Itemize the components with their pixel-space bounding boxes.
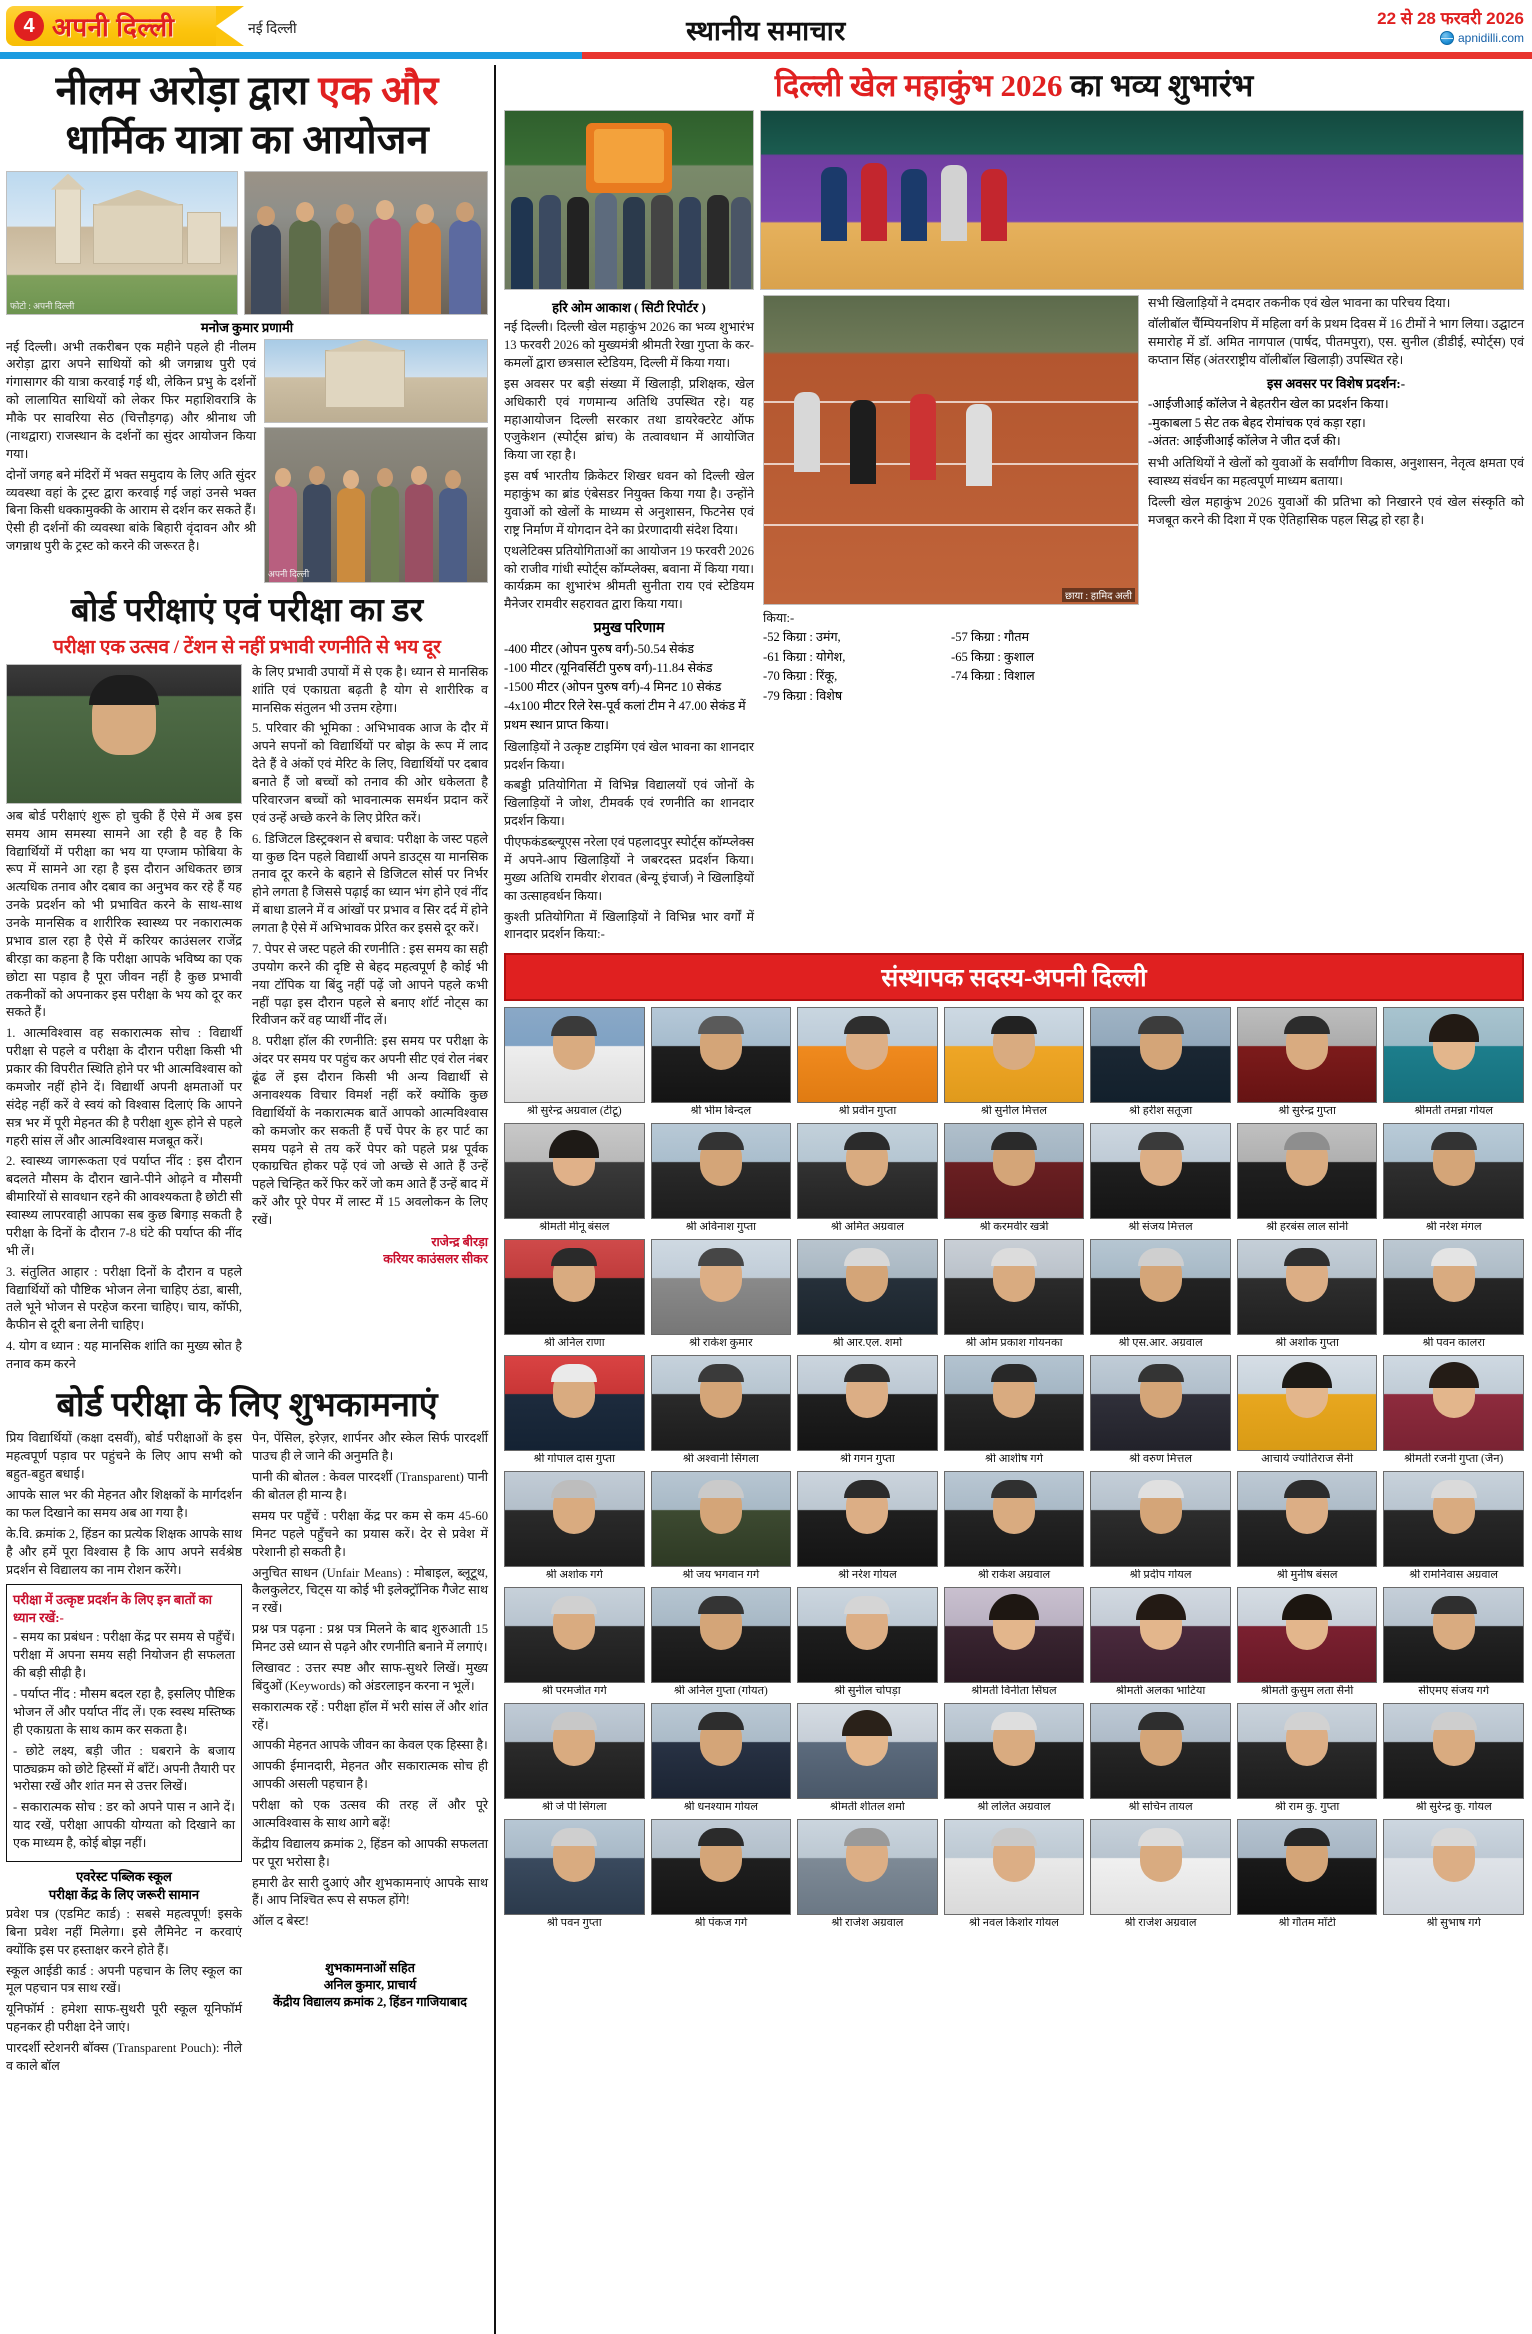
member-name: श्री संजय मित्तल <box>1128 1221 1193 1234</box>
exam-tips-box <box>6 1584 242 1862</box>
yatra-byline: मनोज कुमार प्रणामी <box>200 319 294 335</box>
member-photo <box>651 1355 792 1451</box>
member-name: श्री रामनिवास अग्रवाल <box>1409 1569 1499 1582</box>
result-2: -1500 मीटर (ओपन पुरुष वर्ग)-4 मिनट 10 सेकंड <box>504 679 722 694</box>
member-photo <box>651 1703 792 1799</box>
member-cell <box>1237 1819 1378 1930</box>
member-photo <box>1237 1007 1378 1103</box>
bx-c1-p4: 4. योग व ध्यान : यह मानसिक शांति का मुख्य स्रोत है तनाव कम करने <box>6 1339 242 1372</box>
member-name: श्री आशीष गर्ग <box>985 1453 1043 1466</box>
bw-c2-12: ऑल द बेस्ट! <box>252 1914 310 1929</box>
member-cell <box>797 1007 938 1118</box>
masthead-right <box>1377 6 1524 45</box>
bw-c2-8: आपकी ईमानदारी, मेहनत और सकारात्मक सोच ही आपकी असली पहचान है। <box>252 1759 488 1792</box>
everest-school-title: एवरेस्ट पब्लिक स्कूल <box>76 1868 172 1884</box>
sp-c3-0: सभी खिलाड़ियों ने दमदार तकनीक एवं खेल भावना का परिचय दिया। <box>1148 296 1451 311</box>
sports-photo-kabaddi <box>760 110 1524 290</box>
member-photo <box>1090 1007 1231 1103</box>
sports-photo-inauguration <box>504 110 754 290</box>
exam-center-items-title: परीक्षा केंद्र के लिए जरूरी सामान <box>48 1886 200 1902</box>
page-number-badge: 4 <box>14 11 44 41</box>
tip-0: - समय का प्रबंधन : परीक्षा केंद्र पर समय से पहुँचें। परीक्षा में अपना समय सही नियोजन ही सफलता की बड़ी सीढ़ी है। <box>13 1630 235 1681</box>
member-cell <box>1090 1471 1231 1582</box>
member-cell <box>797 1239 938 1350</box>
member-name: श्री अनिल राणा <box>543 1337 605 1350</box>
member-cell <box>797 1471 938 1582</box>
member-name: श्री जे पी सिंगला <box>541 1801 607 1814</box>
sp-c2-1: कबड्डी प्रतियोगिता में विभिन्न विद्यालयों एवं जोनों के खिलाड़ियों ने जोश, टीमवर्क एवं रणनीति का शानदार प्रदर्शन किया। <box>504 778 754 829</box>
yatra-photo2-caption: अपनी दिल्ली <box>268 568 310 579</box>
member-photo <box>797 1007 938 1103</box>
member-cell <box>651 1471 792 1582</box>
sp-c3-1: वॉलीबॉल चैंम्पियनशिप में महिला वर्ग के प्रथम दिवस में 16 टीमों ने भाग लिया। उद्घाटन समारोह में डॉ. अमित नागपाल (पार्षद, पीतमपुरा), एस. सुनील (डीडीई, स्पोर्ट्स) एवं कप्तान सिंह (अंतरराष्ट्रीय वॉलीबॉल खिलाड़ी) उपस्थित रहे। <box>1148 317 1524 367</box>
signoff-pre: शुभकामनाओं सहित <box>325 1961 415 1976</box>
wrestling-weights <box>763 628 1139 706</box>
member-name: श्री सुनील चोपड़ा <box>834 1685 901 1698</box>
sports-closing <box>1148 455 1524 530</box>
member-cell <box>651 1703 792 1814</box>
member-cell <box>504 1819 645 1930</box>
member-cell <box>1383 1471 1524 1582</box>
masthead <box>0 0 1532 52</box>
member-cell <box>1383 1239 1524 1350</box>
signoff-school: केंद्रीय विद्यालय क्रमांक 2, हिंडन गाजियाबाद <box>273 1995 467 2010</box>
member-name: श्री गोपाल दास गुप्ता <box>533 1453 615 1466</box>
member-photo <box>1090 1703 1231 1799</box>
member-cell <box>797 1123 938 1234</box>
counselor-portrait <box>6 664 242 804</box>
member-photo <box>1383 1123 1524 1219</box>
member-name: श्री प्रवीन गुप्ता <box>838 1105 897 1118</box>
member-photo <box>797 1239 938 1335</box>
bx-c2-p1: 5. परिवार की भूमिका : अभिभावक आज के दौर में अपने सपनों को विद्यार्थियों पर बोझ के रूप में लाद देते हैं वे अंकों एवं मेरिट के लिए, विद्यार्थियों पर दबाव बनाते हैं जो बच्चों को तनाव की ओर धकेलता है परिवारजन बच्चों को भावनात्मक समर्थन प्रदान करें एवं उन्हें अच्छे करने के लिए प्रेरित करें। <box>252 721 488 825</box>
special-2: -अंतत: आईजीआई कॉलेज ने जीत दर्ज की। <box>1148 434 1341 449</box>
board-exam-col1 <box>6 808 242 1374</box>
page-body <box>0 59 1532 2334</box>
bx-c1-p1: 1. आत्मविश्वास वह सकारात्मक सोच : विद्यार्थी परीक्षा से पहले व परीक्षा के दौरान परीक्षा किसी भी प्रकार की विपरीत स्थिति होने पर भी आत्मविश्वास को कमजोर नहीं होने दें। विद्यार्थी अपनी क्षमताओं पर संदेह नहीं करें वे स्वयं को विश्वास दिलाएं कि आपने सत्र भर में पूरी मेहनत की है परीक्षा शुरू होने से पहले गहरी सांस लें और आत्मविश्वास मजबूत करें। <box>6 1026 242 1148</box>
member-cell <box>504 1355 645 1466</box>
member-name: श्री गौतम मॉंटी <box>1278 1917 1336 1930</box>
member-photo <box>651 1471 792 1567</box>
bw-c2-6: सकारात्मक रहें : परीक्षा हॉल में भरी सांस लें और शांत रहें। <box>252 1699 488 1732</box>
edition-label: नई दिल्ली <box>248 22 297 37</box>
member-cell <box>504 1471 645 1582</box>
member-name: श्री ओम प्रकाश गोयनका <box>965 1337 1063 1350</box>
board-exam-credit-role: करियर काउंसलर सीकर <box>383 1251 488 1266</box>
bw-c2-9: परीक्षा को एक उत्सव की तरह लें और पूरे आत्मविश्वास के साथ आगे बढ़ें! <box>252 1798 488 1830</box>
member-photo <box>944 1123 1085 1219</box>
special-0: -आईजीआई कॉलेज ने बेहतरीन खेल का प्रदर्शन किया। <box>1148 396 1389 411</box>
sp-c2-3: कुश्ती प्रतियोगिता में खिलाड़ियों ने विभिन्न भार वर्गों में शानदार प्रदर्शन किया:- <box>504 909 754 942</box>
member-name: श्री भीम बिन्दल <box>690 1105 752 1118</box>
yatra-photo-temple <box>6 171 238 315</box>
member-photo <box>797 1471 938 1567</box>
member-photo <box>1090 1355 1231 1451</box>
result-3: -4x100 मीटर रिले रेस-पूर्व कलां टीम ने 47.00 सेकंड में प्रथम स्थान प्राप्त किया। <box>504 698 746 732</box>
sports-results-title: प्रमुख परिणाम <box>593 621 665 637</box>
special-1: -मुकाबला 5 सेट तक बेहद रोमांचक एवं कड़ा रहा। <box>1148 415 1366 430</box>
member-name: श्री राम कु. गुप्ता <box>1274 1801 1340 1814</box>
yatra-photo-group2 <box>264 427 488 583</box>
bx-c2-p0: के लिए प्रभावी उपायों में से एक है। ध्यान से मानसिक शांति एवं एकाग्रता बढ़ती है योग से शारीरिक व मानसिक संतुलन भी उत्तम रहेगा। <box>252 664 488 715</box>
member-cell <box>504 1007 645 1118</box>
member-name: श्रीमती मीनू बंसल <box>539 1221 610 1234</box>
sp-c1-0: नई दिल्ली। दिल्ली खेल महाकुंभ 2026 का भव्य शुभारंभ 13 फरवरी 2026 को मुख्यमंत्री श्रीमती रेखा गुप्ता के कर-कमलों द्वारा छत्रसाल स्टेडियम, दिल्ली में किया गया। <box>504 320 754 370</box>
member-photo <box>797 1123 938 1219</box>
member-name: श्री नवल किशोर गोयल <box>969 1917 1059 1930</box>
weight-3: -65 किग्रा : कुशाल <box>951 649 1035 664</box>
member-name: श्री राकेश अग्रवाल <box>977 1569 1051 1582</box>
member-name: श्री जय भगवान गर्ग <box>682 1569 760 1582</box>
member-name: श्री सुभाष गर्ग <box>1426 1917 1481 1930</box>
member-name: सीएमए संजय गर्ग <box>1418 1685 1490 1698</box>
bw-col2 <box>252 1430 488 1931</box>
member-photo <box>651 1239 792 1335</box>
member-photo <box>651 1819 792 1915</box>
center-item-0: प्रवेश पत्र (एडमिट कार्ड) : सबसे महत्वपूर्ण! इसके बिना प्रवेश नहीं मिलेगा। इसे लैमिनेट न करवाएं क्योंकि इस पर हस्ताक्षर करने होते हैं। <box>6 1906 242 1957</box>
member-name: श्री अनिल गुप्ता (गोयत) <box>673 1685 768 1698</box>
member-name: श्रीमती रजनी गुप्ता (जैन) <box>1404 1453 1504 1466</box>
yatra-photo-group1 <box>244 171 488 315</box>
member-photo <box>1090 1239 1231 1335</box>
board-exam-subhead: परीक्षा एक उत्सव / टेंशन से नहीं प्रभावी रणनीति से भय दूर <box>53 636 441 658</box>
bx-c1-p2: 2. स्वास्थ्य जागरूकता एवं पर्याप्त नींद : इस दौरान बदलते मौसम के दौरान खाने-पीने ओढ़ने व मौसमी बीमारियों से सावधान रहने की आवश्यकता है छोटी सी स्वास्थ्य लापरवाही आपका सब कुछ बिगाड़ सकती है परीक्षा के दिनों के दौरान 7-8 घंटे की पर्याप्त की नींद भी लें। <box>6 1154 242 1258</box>
member-cell <box>1090 1587 1231 1698</box>
sports-col2-more <box>504 739 754 945</box>
member-cell <box>1090 1239 1231 1350</box>
sports-special-title: इस अवसर पर विशेष प्रदर्शन:- <box>1266 375 1406 391</box>
best-wishes-body <box>6 1430 488 2078</box>
yatra-headline-part1: नीलम अरोड़ा द्वारा <box>55 68 319 113</box>
member-name: श्रीमती कुसुम लता सैनी <box>1260 1685 1354 1698</box>
member-name: श्री एस.आर. अग्रवाल <box>1118 1337 1203 1350</box>
sports-headline-black: का भव्य शुभारंभ <box>1062 68 1254 103</box>
sports-byline: हरि ओम आकाश ( सिटी रिपोर्टर ) <box>552 300 706 316</box>
member-name: श्रीमती अलका भाटिया <box>1115 1685 1206 1698</box>
member-cell <box>1237 1239 1378 1350</box>
member-cell <box>1383 1587 1524 1698</box>
exam-center-items <box>6 1906 242 2076</box>
left-column <box>0 59 494 2334</box>
sports-headline-red: दिल्ली खेल महाकुंभ 2026 <box>774 68 1063 103</box>
member-photo <box>1383 1587 1524 1683</box>
yatra-para-1: दोनों जगह बने मंदिरों में भक्त समुदाय के लिए अति सुंदर व्यवस्था वहां के ट्रस्ट द्वारा करवाई गई जहां उनसे भक्त बिना किसी धक्कामुक्की के आराम से दर्शन कर सकते हैं। ऐसी ही दर्शनों की व्यवस्था बांके बिहारी वृंदावन और श्री जगन्नाथ पुरी के ट्रस्ट को करने की जरूरत है। <box>6 467 256 554</box>
bx-c1-p0: अब बोर्ड परीक्षाएं शुरू हो चुकी हैं ऐसे में अब इस समय आम समस्या सामने आ रही है वह है कि विद्यार्थियों में परीक्षा का भय या एग्जाम फोबिया के रूप में सामने आ रहा है इस दौरान अधिकतर छात्र अत्यधिक तनाव और दबाव का अनुभव कर रहे हैं यह उनके प्रदर्शन को भी प्रभावित करने के साथ-साथ उनके मानसिक व शारीरिक स्वास्थ्य पर नकारात्मक प्रभाव डाल रहा है ऐसे में करियर काउंसलर राजेंद्र बीरड़ा का कहना है कि परीक्षा आपके भविष्य का एक छोटा सा पड़ाव है पूरा जीवन नहीं है कुछ प्रभावी तकनीकों को अपनाकर इस परीक्षा के भय को दूर कर सकते हैं। <box>6 808 242 1020</box>
member-photo <box>1237 1239 1378 1335</box>
bw-c2-7: आपकी मेहनत आपके जीवन का केवल एक हिस्सा है। <box>252 1738 488 1753</box>
center-item-2: यूनिफॉर्म : हमेशा साफ-सुथरी पूरी स्कूल यूनिफॉर्म पहनकर ही परीक्षा देने जाएं। <box>6 2002 242 2035</box>
sp-c2-2: पीएफकंडब्ल्यूएस नरेला एवं पहलादपुर स्पोर्ट्स कॉम्प्लेक्स में अपने-आप खिलाड़ियों ने जबरदस्त प्रदर्शन किया। मुख्य अतिथि रामवीर शेरावत (बेन्यू इंचार्ज) ने खिलाड़ियों का उत्साहवर्धन किया। <box>504 835 754 903</box>
sp-c1-3: एथलेटिक्स प्रतियोगिताओं का आयोजन 19 फरवरी 2026 को राजीव गांधी स्पोर्ट्स कॉम्प्लेक्स, बवाना में किया गया। कार्यक्रम का शुभारंभ श्रीमती सुनीता राय एवं स्टेडियम मैनेजर रामवीर सहरावत द्वारा किया गया। <box>504 543 754 612</box>
member-name: श्री वरुण मित्तल <box>1129 1453 1193 1466</box>
board-exam-col2 <box>252 664 488 1230</box>
weight-6: -79 किग्रा : विशेष <box>763 688 843 703</box>
sports-special-list <box>1148 395 1524 452</box>
result-1: -100 मीटर (यूनिवर्सिटी पुरुष वर्ग)-11.84 सेकंड <box>504 661 713 676</box>
member-name: श्री आर.एल. शर्मा <box>832 1337 903 1350</box>
member-name: श्री परमजीत गर्ग <box>541 1685 607 1698</box>
weight-1: -57 किग्रा : गौतम <box>951 630 1030 645</box>
sp-c1-1: इस अवसर पर बड़ी संख्या में खिलाड़ी, प्रशिक्षक, खेल अधिकारी एवं गणमान्य अतिथि उपस्थित रहे। यह महाआयोजन दिल्ली सरकार तथा डायरेक्टरेट ऑफ एजुकेशन (स्पोर्ट्स ब्रांच) के तत्वावधान में आयोजित किया जा रहा है। <box>504 376 754 463</box>
member-cell <box>651 1123 792 1234</box>
sports-headline <box>504 67 1524 104</box>
member-cell <box>504 1123 645 1234</box>
member-name: श्री अशोक गर्ग <box>545 1569 603 1582</box>
right-column <box>496 59 1532 2334</box>
member-photo <box>504 1123 645 1219</box>
member-photo <box>504 1471 645 1567</box>
member-photo <box>504 1819 645 1915</box>
member-name: श्री सचिन तायल <box>1128 1801 1193 1814</box>
weight-5: -74 किग्रा : विशाल <box>951 669 1035 684</box>
member-name: श्री धनश्याम गोयल <box>683 1801 759 1814</box>
center-item-3: पारदर्शी स्टेशनरी बॉक्स (Transparent Pouch): नीले व काले बॉल <box>6 2041 242 2073</box>
member-photo <box>1383 1239 1524 1335</box>
member-cell <box>944 1123 1085 1234</box>
member-name: श्री नरेश गोयल <box>838 1569 897 1582</box>
sp-close-1: दिल्ली खेल महाकुंभ 2026 युवाओं की प्रतिभा को निखारने एवं खेल संस्कृति को मजबूत करने की दिशा में एक ऐतिहासिक पहल सिद्ध हो रहा है। <box>1148 495 1524 527</box>
sports-kiya-lead: किया:- <box>763 611 795 626</box>
yatra-headline-part3: धार्मिक यात्रा का आयोजन <box>65 116 429 162</box>
member-name: श्री अश्वानी सिंगला <box>682 1453 759 1466</box>
yatra-para-0: नई दिल्ली। अभी तकरीबन एक महीने पहले ही नीलम अरोड़ा द्वारा अपने साथियों को श्री जगन्नाथ पुरी एवं गंगासागर की यात्रा करवाई गई थी, लेकिन प्रभु के दर्शनों को लालायित साथियों को लेकर फिर महाशिवरात्रि के मौके पर सावरिया सेठ (चित्तौड़गढ़) और श्रीनाथ जी (नाथद्वारा) राजस्थान के दर्शनों का सुंदर आयोजन किया गया। <box>6 339 256 461</box>
member-photo <box>504 1007 645 1103</box>
member-name: श्री पंकज गर्ग <box>694 1917 748 1930</box>
member-cell <box>944 1355 1085 1466</box>
member-cell <box>944 1703 1085 1814</box>
member-cell <box>944 1471 1085 1582</box>
member-photo <box>1237 1587 1378 1683</box>
member-photo <box>1090 1587 1231 1683</box>
member-cell <box>1237 1587 1378 1698</box>
member-photo <box>1237 1703 1378 1799</box>
member-name: श्री मुनीष बंसल <box>1276 1569 1338 1582</box>
member-name: श्री राकेश कुमार <box>689 1337 753 1350</box>
member-cell <box>1237 1471 1378 1582</box>
member-cell <box>944 1587 1085 1698</box>
member-photo <box>1383 1819 1524 1915</box>
bx-c2-p2: 6. डिजिटल डिस्ट्रक्शन से बचाव: परीक्षा के जस्ट पहले या कुछ दिन पहले विद्यार्थी अपने डाउट्स या मानसिक तनाव दूर करने के बहाने से डिजिटल सोर्स पर निर्भर होने लगता है जिससे पढ़ाई का ध्यान भंग होने एवं नींद में बाधा डालने में व आंखों पर प्रभाव व सिर दर्द में होने लगता है ऐसे में अभिभावक प्रेरित कर इससे दूर करें। <box>252 831 488 936</box>
member-name: श्री सुनील मित्तल <box>980 1105 1048 1118</box>
result-0: -400 मीटर (ओपन पुरुष वर्ग)-50.54 सेकंड <box>504 642 695 657</box>
board-exam-body <box>6 664 488 1377</box>
member-cell <box>651 1355 792 1466</box>
member-cell <box>944 1007 1085 1118</box>
member-photo <box>1237 1123 1378 1219</box>
rule-red <box>582 52 1532 59</box>
bx-c2-p3: 7. पेपर से जस्ट पहले की रणनीति : इस समय का सही उपयोग करने की दृष्टि से बेहद महत्वपूर्ण है कोई भी नया टॉपिक या बिंदु नहीं पढ़ें जो आपने पहले कभी नहीं पढ़ा इस दौरान पहले से बनाए शॉर्ट नोट्स का रिवीजन करें वह प्यार्थी नींद लें। <box>252 941 488 1028</box>
bw-col1-intro <box>6 1430 242 1579</box>
bw-c2-11: हमारी ढेर सारी दुआएं और शुभकामनाएं आपके साथ हैं। आप निश्चित रूप से सफल होंगे! <box>252 1875 488 1908</box>
member-cell <box>651 1239 792 1350</box>
member-name: श्री गगन गुप्ता <box>840 1453 895 1466</box>
member-name: श्री सुरेन्द्र कु. गोयल <box>1415 1801 1492 1814</box>
member-name: श्री सुरेन्द्र गुप्ता <box>1278 1105 1336 1118</box>
member-photo <box>1090 1123 1231 1219</box>
member-cell <box>1383 1819 1524 1930</box>
member-cell <box>1237 1355 1378 1466</box>
member-photo <box>797 1355 938 1451</box>
member-cell <box>1383 1355 1524 1466</box>
board-exam-credit-name: राजेन्द्र बीरड़ा <box>431 1234 488 1249</box>
member-photo <box>504 1239 645 1335</box>
member-cell <box>651 1819 792 1930</box>
member-cell <box>1383 1123 1524 1234</box>
member-name: श्री प्रदीप गोयल <box>1129 1569 1192 1582</box>
member-photo <box>504 1587 645 1683</box>
member-cell <box>1090 1355 1231 1466</box>
weight-2: -61 किग्रा : योगेश, <box>763 649 846 664</box>
member-photo <box>1383 1007 1524 1103</box>
member-cell <box>1383 1007 1524 1118</box>
member-photo <box>1383 1471 1524 1567</box>
member-name: श्री करमवीर खत्री <box>979 1221 1049 1234</box>
member-photo <box>944 1471 1085 1567</box>
member-name: श्री हरबंस लाल सोनी <box>1266 1221 1349 1234</box>
member-name: श्री ललित अग्रवाल <box>977 1801 1051 1814</box>
bw-c2-1: पानी की बोतल : केवल पारदर्शी (Transparent) पानी की बोतल ही मान्य है। <box>252 1470 488 1503</box>
rule-blue <box>0 52 582 59</box>
member-name: श्री पवन गुप्ता <box>546 1917 602 1930</box>
bw-c2-5: लिखावट : उत्तर स्पष्ट और साफ-सुथरे लिखें। मुख्य बिंदुओं (Keywords) को अंडरलाइन करना न भूलें। <box>252 1660 488 1693</box>
member-cell <box>797 1703 938 1814</box>
member-cell <box>1090 1123 1231 1234</box>
sports-photo-athletics <box>763 295 1139 605</box>
member-photo <box>1237 1355 1378 1451</box>
member-name: श्रीमती शीतल शर्मा <box>830 1801 905 1814</box>
member-photo <box>797 1819 938 1915</box>
bw-c1-i0: प्रिय विद्यार्थियों (कक्षा दसवीं), बोर्ड परीक्षाओं के इस महत्वपूर्ण पड़ाव पर पहुंचने के लिए आप सभी को बहुत-बहुत बधाई। <box>6 1431 242 1482</box>
member-cell <box>504 1703 645 1814</box>
bx-c1-p3: 3. संतुलित आहार : परीक्षा दिनों के दौरान व पहले विद्यार्थियों को पौष्टिक भोजन लेना चाहिए ठंडा, बासी, तले भूने भोजन से परहेज करना चाहिए। चाय, कॉफी, कैफीन से दूरी बना लेनी चाहिए। <box>6 1264 242 1333</box>
member-name: श्री अविनाश गुप्ता <box>685 1221 757 1234</box>
member-cell <box>944 1239 1085 1350</box>
yatra-headline <box>6 67 488 165</box>
sports-col3 <box>1148 295 1524 370</box>
sp-close-0: सभी अतिथियों ने खेलों को युवाओं के सर्वांगीण विकास, अनुशासन, नेतृत्व क्षमता एवं स्वास्थ्य संवर्धन का महत्वपूर्ण माध्यम बताया। <box>1148 456 1524 489</box>
exam-tips-title: परीक्षा में उत्कृष्ट प्रदर्शन के लिए इन बातों का ध्यान रखें:- <box>13 1592 212 1626</box>
brand-flag <box>6 6 216 46</box>
tip-2: - छोटे लक्ष्य, बड़ी जीत : घबराने के बजाय पाठ्यक्रम को छोटे हिस्सों में बाँटें। अपनी तैयारी पर भरोसा रखें और शांत मन से उत्तर लिखें। <box>13 1743 235 1794</box>
member-cell <box>651 1587 792 1698</box>
member-name: श्री नरेश मंगल <box>1425 1221 1482 1234</box>
brand-title: अपनी दिल्ली <box>52 13 175 42</box>
bw-c2-2: समय पर पहुँचें : परीक्षा केंद्र पर कम से कम 45-60 मिनट पहले पहुँचने का प्रयास करें। देर से प्रवेश में परेशानी हो सकती है। <box>252 1508 488 1559</box>
founder-members-grid <box>504 1007 1524 1930</box>
member-cell <box>504 1239 645 1350</box>
sports-col1 <box>504 319 754 614</box>
member-name: श्रीमती तमन्ना गोयल <box>1414 1105 1494 1118</box>
bw-c1-i2: के.वि. क्रमांक 2, हिंडन का प्रत्येक शिक्षक आपके साथ है और हमें पूरा विश्वास है कि आप अपने सर्वश्रेष्ठ प्रदर्शन से विद्यालय का नाम रोशन करेंगे। <box>6 1526 242 1577</box>
member-cell <box>944 1819 1085 1930</box>
member-photo <box>944 1239 1085 1335</box>
tip-3: - सकारात्मक सोच : डर को अपने पास न आने दें। याद रखें, परीक्षा आपकी योग्यता को दिखाने का एक माध्यम है, कोई बोझ नहीं। <box>13 1800 235 1851</box>
yatra-photo-temple2 <box>264 339 488 423</box>
member-cell <box>1090 1007 1231 1118</box>
weight-0: -52 किग्रा : उमंग, <box>763 630 841 645</box>
member-photo <box>1237 1471 1378 1567</box>
tip-1: - पर्याप्त नींद : मौसम बदल रहा है, इसलिए पौष्टिक भोजन लें और पर्याप्त नींद लें। एक स्वस्थ मस्तिष्क ही एकाग्रता के साथ काम कर सकता है। <box>13 1687 235 1737</box>
member-photo <box>651 1007 792 1103</box>
bw-c2-4: प्रश्न पत्र पढ़ना : प्रश्न पत्र मिलने के बाद शुरुआती 15 मिनट उसे ध्यान से पढ़ने और रणनीति बनाने में लगाएं। <box>252 1622 488 1655</box>
member-cell <box>651 1007 792 1118</box>
center-item-1: स्कूल आईडी कार्ड : अपनी पहचान के लिए स्कूल का मूल पहचान पत्र साथ रखें। <box>6 1963 242 1996</box>
member-name: श्री पवन कालरा <box>1422 1337 1485 1350</box>
website-url[interactable]: apnidilli.com <box>1457 31 1524 45</box>
member-photo <box>944 1587 1085 1683</box>
founder-members-banner: संस्थापक सदस्य-अपनी दिल्ली <box>504 953 1524 1001</box>
member-photo <box>944 1703 1085 1799</box>
yatra-headline-part2: एक और <box>318 68 439 113</box>
bx-c2-p4: 8. परीक्षा हॉल की रणनीति: इस समय पर परीक्षा के अंदर पर समय पर पहुंच कर अपनी सीट एवं रोल नंबर ढूंढ लें इस दौरान किसी भी अन्य विद्यार्थी से अनावश्यक विचार विमर्श नहीं करें क्योंकि कुछ विद्यार्थियों के नकारात्मक बातें आपको आत्मविश्वास को कमजोर कर सकती हैं पर्चे पेपर के हर पार्ट का समय पढ़ने से तय करें पेपर को पहले प्रश्न पूर्वक एकाग्रचित होकर पढ़ें एवं जो अच्छे से आते हैं उन्हें पहले चिन्हित करें फिर करें जो कम आते हैं उन्हें बाद में करें और पूरे पेपर में लास्ट में 15 अवलोकन के लिए रखें। <box>252 1034 488 1228</box>
yatra-body-1 <box>6 339 256 557</box>
issue-date: 22 से 28 फरवरी 2026 <box>1377 9 1524 28</box>
member-photo <box>944 1819 1085 1915</box>
sports-results-list <box>504 640 754 734</box>
member-name: श्री सुरेन्द्र अग्रवाल (टीटू) <box>526 1105 622 1118</box>
member-name: श्री हरीश सतूजा <box>1128 1105 1193 1118</box>
member-photo <box>1383 1703 1524 1799</box>
member-photo <box>797 1587 938 1683</box>
sp-c1-2: इस वर्ष भारतीय क्रिकेटर शिखर धवन को दिल्ली खेल महाकुंभ का ब्रांड एंबेसडर नियुक्त किया गया है। उन्होंने युवाओं को खेलों के माध्यम से अनुशासन, फिटनेस एवं राष्ट्र निर्माण में योगदान देने का प्रेरणादायी संदेश दिया। <box>504 469 754 537</box>
signoff-name: अनिल कुमार, प्राचार्य <box>323 1978 417 1993</box>
sp-c2-0: खिलाड़ियों ने उत्कृष्ट टाइमिंग एवं खेल भावना का शानदार प्रदर्शन किया। <box>504 739 754 772</box>
member-photo <box>797 1703 938 1799</box>
member-photo <box>1383 1355 1524 1451</box>
member-photo <box>944 1355 1085 1451</box>
bw-c1-i1: आपके साल भर की मेहनत और शिक्षकों के मार्गदर्शन का फल दिखाने का समय अब आ गया है। <box>6 1488 242 1520</box>
globe-icon <box>1440 31 1454 45</box>
member-photo <box>1237 1819 1378 1915</box>
member-photo <box>1090 1471 1231 1567</box>
member-photo <box>651 1587 792 1683</box>
member-photo <box>504 1355 645 1451</box>
member-name: श्री राजेश अग्रवाल <box>1124 1917 1197 1930</box>
bw-c2-10: केंद्रीय विद्यालय क्रमांक 2, हिंडन को आपकी सफलता पर पूरा भरोसा है। <box>252 1836 488 1869</box>
member-cell <box>797 1819 938 1930</box>
member-photo <box>1090 1819 1231 1915</box>
member-name: श्री राजेश अग्रवाल <box>831 1917 904 1930</box>
member-cell <box>1090 1703 1231 1814</box>
weight-4: -70 किग्रा : रिंकू, <box>763 669 838 684</box>
member-cell <box>1237 1007 1378 1118</box>
bw-c2-0: पेन, पेंसिल, इरेज़र, शार्पनर और स्केल सिर्फ पारदर्शी पाउच ही ले जाने की अनुमति है। <box>252 1431 488 1464</box>
member-cell <box>797 1355 938 1466</box>
masthead-rule <box>0 52 1532 59</box>
sports-photo-credit: छाया : हामिद अली <box>1062 588 1135 602</box>
member-photo <box>944 1007 1085 1103</box>
yatra-photo-caption: फोटो : अपनी दिल्ली <box>10 300 75 311</box>
bw-c2-3: अनुचित साधन (Unfair Means) : मोबाइल, ब्लूटूथ, कैलकुलेटर, चिट्स या कोई भी इलेक्ट्रॉनिक गैजेट साथ न रखें। <box>252 1565 488 1616</box>
member-cell <box>797 1587 938 1698</box>
member-cell <box>1237 1703 1378 1814</box>
member-name: आचार्य ज्योतिराज सैनी <box>1261 1453 1354 1466</box>
member-name: श्री अशोक गुप्ता <box>1275 1337 1339 1350</box>
member-cell <box>1090 1819 1231 1930</box>
member-photo <box>651 1123 792 1219</box>
section-title: स्थानीय समाचार <box>686 16 846 46</box>
member-cell <box>1383 1703 1524 1814</box>
member-cell <box>1237 1123 1378 1234</box>
member-name: श्री अमित अग्रवाल <box>830 1221 905 1234</box>
best-wishes-headline: बोर्ड परीक्षा के लिए शुभकामनाएं <box>56 1386 438 1424</box>
member-name: श्रीमती विनीता सिंघल <box>971 1685 1057 1698</box>
board-exam-headline: बोर्ड परीक्षाएं एवं परीक्षा का डर <box>70 592 424 629</box>
member-cell <box>504 1587 645 1698</box>
member-photo <box>504 1703 645 1799</box>
